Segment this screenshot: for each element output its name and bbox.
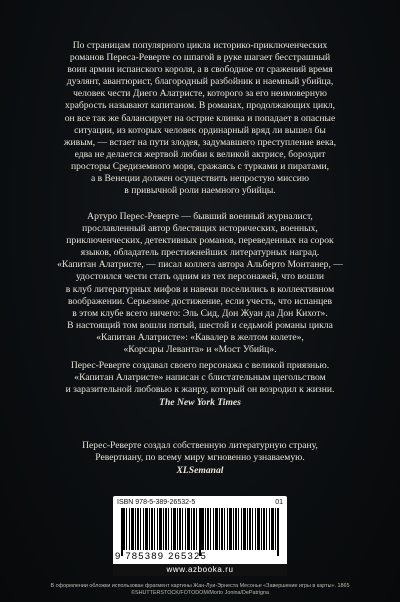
- credits-line: ©SHUTTERSTOCK/FOTODOM/Morto Jonina/DePatrigna: [131, 590, 269, 596]
- bio-line: прославленный автор блестящих исторических, военных,: [82, 223, 318, 235]
- blurb-line: он все так же балансирует на острие клинка и попадает в опасные: [64, 112, 336, 124]
- barcode-guard-center: [199, 508, 201, 556]
- quote-line: и заразительной любовью к жанру, который он возродил к жизни.: [65, 384, 335, 396]
- blurb-line: храбрость называют капитаном. В романах, продолжающих цикл,: [65, 100, 335, 112]
- press-quote-nyt: [0, 360, 400, 409]
- blurb-line: воин армии испанского короля, а в свободное от сражений время: [67, 64, 333, 76]
- blurb-line: просторы Средиземного моря, сражаясь с турками и пиратами,: [70, 160, 329, 172]
- author-bio-paragraph: [0, 211, 400, 356]
- blurb-line: а в Венеции должен осуществить непростую миссию: [90, 173, 310, 185]
- quote-source: XLSemanal: [176, 465, 224, 477]
- blurb-line: едва не делается жертвой любви к великой актрисе, бороздит: [74, 148, 326, 160]
- blurb-line: По страницам популярного цикла историко-приключенческих: [72, 40, 328, 51]
- quote-source: The New York Times: [159, 397, 241, 409]
- bio-line: в клуб литературных мифов и навеки поселились в коллективном: [65, 283, 335, 295]
- bio-line: приключенческих, детективных романов, переведенных на сорок: [66, 235, 334, 247]
- isbn-number: ISBN 978-5-389-26532-5: [117, 499, 196, 506]
- barcode-label: [113, 496, 287, 576]
- bio-line: языков, обладатель престижнейших литературных наград.: [80, 247, 320, 259]
- bio-line: «Капитан Алатристе, — писал коллега автора Альберто Монтанер, —: [57, 259, 343, 271]
- blurb-paragraph: [0, 40, 400, 197]
- bio-line: В настоящий том вошли пятый, шестой и седьмой романы цикла: [67, 319, 333, 331]
- press-quote-xlsemanal: [0, 440, 400, 477]
- isbn-row: [117, 499, 283, 506]
- blurb-line: живым, — встает на пути злодея, задумавшего преступление века,: [63, 136, 337, 148]
- barcode-guard-right: [277, 508, 279, 556]
- cover-credits: [0, 583, 400, 597]
- isbn-addon: 01: [275, 499, 283, 506]
- bio-line: удостоился чести стать одним из тех персонажей, что вошли: [75, 271, 325, 283]
- barcode-guard-left: [121, 508, 123, 556]
- blurb-line: в привычной роли наемного убийцы.: [124, 185, 276, 197]
- quote-line: Перес-Реверте создал собственную литературную страну,: [82, 440, 318, 451]
- bio-line: воображении. Серьезное достижение, если учесть, что испанцев: [67, 295, 333, 307]
- blurb-line: дуэлянт, авантюрист, благородный разбойник и наемный убийца,: [66, 76, 334, 88]
- barcode-digits: 9 785389 265325: [115, 551, 207, 562]
- quote-line: Ревертиану, по всему миру мгновенно узнаваемую.: [95, 452, 305, 464]
- quote-line: «Капитан Алатристе» написан с блистательным щегольством: [74, 372, 326, 384]
- bio-line: Артуро Перес-Реверте — бывший военный журналист,: [87, 211, 313, 222]
- blurb-line: ситуации, из которых человек ординарный вряд ли вышел бы: [74, 124, 326, 136]
- bio-line: «Корсары Леванта» и «Мост Убийц».: [123, 344, 277, 356]
- publisher-url: www.azbooka.ru: [113, 564, 287, 576]
- bio-line: «Капитан Алатристе»: «Кавалер в желтом колете»,: [96, 331, 304, 343]
- blurb-line: романов Переса-Реверте со шпагой в руке шагает бесстрашный: [69, 52, 331, 64]
- bio-line: в этом клубе всего ничего: Эль Сид, Дон Жуан да Дон Кихот».: [72, 307, 328, 319]
- credits-line: В оформлении обложки использован фрагмент картины Жан-Луи-Эрнеста Месонье «Завершение игры в карты». 1865: [50, 583, 350, 589]
- quote-line: Перес-Реверте создавал своего персонажа с великой приязнью.: [70, 360, 330, 371]
- blurb-line: человек чести Диего Алатристе, которого за его неимоверную: [73, 88, 327, 100]
